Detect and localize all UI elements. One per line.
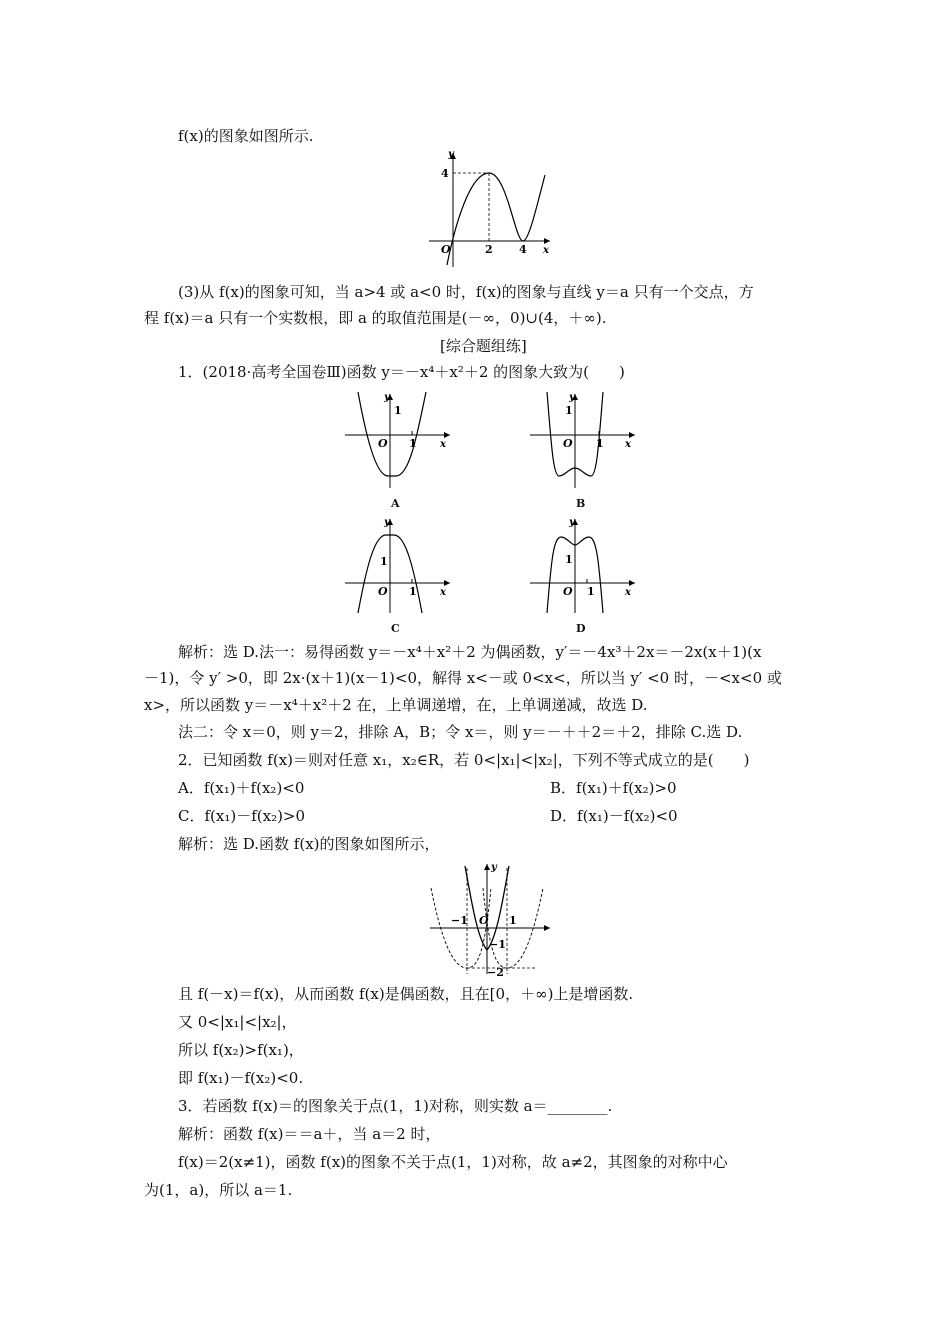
option-b: B．f(x₁)＋f(x₂)>0 — [550, 779, 677, 797]
text-line: 程 f(x)＝a 只有一个实数根，即 a 的取值范围是(－∞，0)∪(4，＋∞). — [144, 309, 607, 327]
text-line: 解析：函数 f(x)＝＝a＋，当 a＝2 时， — [178, 1125, 441, 1143]
question-3: 3．若函数 f(x)＝的图象关于点(1，1)对称，则实数 a＝________. — [178, 1097, 613, 1115]
tick-label: 4 — [519, 243, 527, 256]
tick-label: 1 — [394, 404, 402, 417]
section-heading: [综合题组练] — [440, 337, 527, 355]
choice-graph-d — [525, 515, 640, 615]
text-line: 解析：选 D.函数 f(x)的图象如图所示， — [178, 835, 440, 853]
origin-label: O — [563, 585, 573, 598]
tick-label: 1 — [380, 555, 388, 568]
text-line: 所以 f(x₂)>f(x₁)， — [178, 1041, 304, 1059]
text-line: 为(1，a)，所以 a＝1. — [144, 1181, 293, 1199]
option-c: C．f(x₁)－f(x₂)>0 — [178, 807, 306, 825]
axis-label-y: y — [569, 392, 575, 403]
text-line: (3)从 f(x)的图象可知，当 a>4 或 a<0 时，f(x)的图象与直线 y＝a 只有一个交点，方 — [178, 283, 754, 301]
text-line: 且 f(－x)＝f(x)，从而函数 f(x)是偶函数，且在[0，＋∞)上是增函数. — [178, 985, 634, 1003]
tick-label: 2 — [485, 243, 493, 256]
tick-label: 1 — [409, 437, 417, 450]
axis-label-y: y — [569, 517, 575, 528]
text-line: x>，所以函数 y＝－x⁴＋x²＋2 在，上单调递增，在，上单调递减，故选 D. — [144, 696, 648, 714]
origin-label: O — [378, 585, 388, 598]
question-2: 2．已知函数 f(x)＝则对任意 x₁，x₂∈R，若 0<|x₁|<|x₂|，下列不等式成立的是( ) — [178, 751, 750, 769]
tick-label: 1 — [596, 437, 604, 450]
origin-label: O — [378, 437, 388, 450]
text-line: 又 0<|x₁|<|x₂|， — [178, 1013, 297, 1031]
origin-label: O — [479, 914, 489, 927]
tick-label: −1 — [489, 938, 506, 951]
choice-caption: A — [391, 497, 400, 510]
text-line: 法二：令 x＝0，则 y＝2，排除 A，B；令 x＝，则 y＝－＋＋2＝＋2，排除 C.选 D. — [178, 723, 743, 741]
text-line: 解析：选 D.法一：易得函数 y＝－x⁴＋x²＋2 为偶函数，y′＝－4x³＋2x＝－2x(x＋1)(x — [178, 643, 762, 661]
choice-graph-b — [525, 390, 640, 490]
origin-label: O — [563, 437, 573, 450]
axis-label-y: y — [491, 862, 497, 873]
axis-label-x: x — [440, 439, 446, 450]
choice-caption: C — [391, 622, 400, 635]
choice-graph-c — [340, 515, 455, 615]
figure-piecewise-graph — [425, 858, 555, 976]
question-1: 1．(2018·高考全国卷Ⅲ)函数 y＝－x⁴＋x²＋2 的图象大致为( ) — [178, 363, 625, 381]
choice-graph-a — [340, 390, 455, 490]
axis-label-x: x — [440, 587, 446, 598]
option-a: A．f(x₁)＋f(x₂)<0 — [178, 779, 305, 797]
tick-label: 1 — [565, 404, 573, 417]
axis-label-y: y — [448, 149, 454, 160]
axis-label-x: x — [625, 439, 631, 450]
tick-label: 1 — [509, 914, 517, 927]
figure-cubic-graph — [415, 145, 555, 270]
choice-caption: D — [576, 622, 586, 635]
axis-label-y: y — [384, 392, 390, 403]
option-d: D．f(x₁)－f(x₂)<0 — [550, 807, 678, 825]
text-line: －1)，令 y′ >0，即 2x·(x＋1)(x－1)<0，解得 x<－或 0<x<，所以当 y′ <0 时，－<x<0 或 — [144, 669, 782, 687]
tick-label: −1 — [451, 914, 468, 927]
tick-label: 1 — [565, 553, 573, 566]
axis-label-x: x — [625, 587, 631, 598]
text-line: f(x)＝2(x≠1)，函数 f(x)的图象不关于点(1，1)对称，故 a≠2，其图象的对称中心 — [178, 1153, 728, 1171]
tick-label: 1 — [409, 585, 417, 598]
tick-label: −2 — [487, 966, 504, 976]
tick-label: 1 — [587, 585, 595, 598]
tick-label: 4 — [441, 167, 449, 180]
axis-label-y: y — [384, 517, 390, 528]
text-line: 即 f(x₁)－f(x₂)<0. — [178, 1069, 304, 1087]
origin-label: O — [441, 243, 451, 256]
choice-caption: B — [576, 497, 586, 510]
text-line: f(x)的图象如图所示. — [178, 127, 314, 145]
axis-label-x: x — [543, 245, 549, 256]
